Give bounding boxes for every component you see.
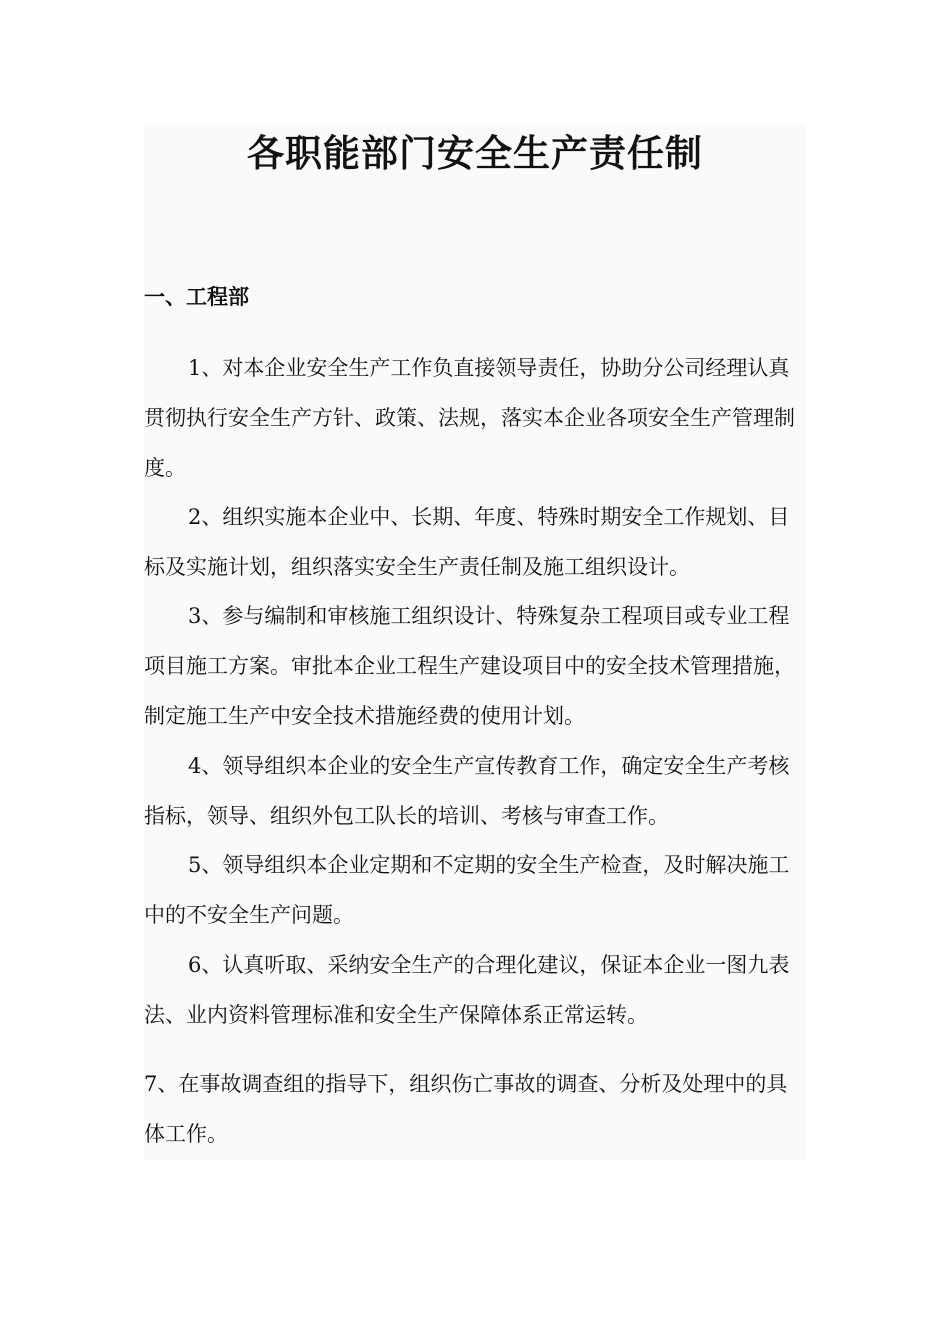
- paragraph-item-6: 6、认真听取、采纳安全生产的合理化建议，保证本企业一图九表法、业内资料管理标准和安全生产保障体系正常运转。: [144, 953, 790, 1027]
- paragraph-item-4: 4、领导组织本企业的安全生产宣传教育工作，确定安全生产考核指标，领导、组织外包工队长的培训、考核与审查工作。: [144, 754, 790, 828]
- section-heading: 一、工程部: [144, 285, 249, 309]
- paragraph-item-2: 2、组织实施本企业中、长期、年度、特殊时期安全工作规划、目标及实施计划，组织落实安全生产责任制及施工组织设计。: [144, 505, 790, 579]
- paragraph-item-3: 3、参与编制和审核施工组织设计、特殊复杂工程项目或专业工程项目施工方案。审批本企业工程生产建设项目中的安全技术管理措施，制定施工生产中安全技术措施经费的使用计划。: [144, 604, 795, 728]
- paragraph-item-1: 1、对本企业安全生产工作负直接领导责任，协助分公司经理认真贯彻执行安全生产方针、政策、法规，落实本企业各项安全生产管理制度。: [144, 356, 795, 480]
- paragraph-item-5: 5、领导组织本企业定期和不定期的安全生产检查，及时解决施工中的不安全生产问题。: [144, 853, 790, 927]
- paragraph-item-7: 7、在事故调查组的指导下，组织伤亡事故的调查、分析及处理中的具体工作。: [144, 1072, 788, 1146]
- document-title: 各职能部门安全生产责任制: [247, 132, 703, 175]
